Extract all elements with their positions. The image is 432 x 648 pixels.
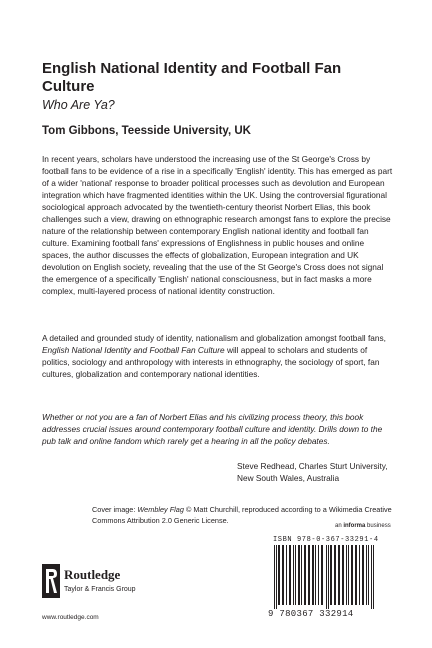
attribution-line-2: New South Wales, Australia (237, 473, 340, 483)
informa-prefix: an (335, 523, 344, 529)
barcode-bar (312, 545, 314, 605)
endorsement-attribution (237, 460, 397, 484)
barcode-bar (304, 545, 306, 605)
barcode-bar (315, 545, 316, 605)
barcode-bar (295, 545, 296, 605)
attribution-line-1: Steve Redhead, Charles Sturt University, (237, 461, 388, 471)
barcode-bar (362, 545, 364, 605)
routledge-r-icon (42, 564, 60, 598)
barcode-bar (286, 545, 287, 605)
barcode (268, 545, 396, 609)
barcode-bar (351, 545, 353, 605)
barcode-bar (371, 545, 372, 609)
barcode-bar (348, 545, 349, 605)
informa-brand: informa (343, 523, 366, 529)
barcode-bar (338, 545, 340, 605)
paragraph-2-before: A detailed and grounded study of identity, nationalism and globalization amongst football fans, (42, 333, 386, 343)
barcode-bar (318, 545, 319, 605)
description-paragraph-1: In recent years, scholars have understood the increasing use of the St George's Cross by football fans to be evidence of a rise in a specifically 'English' identity. This has emerged as part of a wider 'national' response to broader political processes such as devolution and European integration which have fragmented identities within the UK. Using the controversial figurational sociological approach advocated by the twentieth-century theorist Norbert Elias, this book challenges such a view, drawing on ethnographic research amongst fans to explore the precise nature of the relationship between contemporary English national identity and football fan culture. Examining football fans' expressions of Englishness in public houses and online spaces, the author discusses the effects of globalization, European integration and UK devolution on English society, revealing that the use of the St George's Cross does not signal the emergence of a specifically 'English' national consciousness, but in fact masks a more complex, multi-layered process of national identity construction. (42, 154, 393, 296)
publisher-group: Taylor & Francis Group (64, 586, 136, 593)
endorsement-quote: Whether or not you are a fan of Norbert Elias and his civilizing process theory, this book addresses crucial issues around contemporary football culture and identity. Drills down to the pub talk and online fandom which rarely get a hearing in all the policy debates. (42, 412, 383, 446)
barcode-bar (334, 545, 336, 605)
informa-business-mark (335, 523, 391, 529)
cover-credit-title: Wembley Flag (137, 505, 184, 514)
book-title: English National Identity and Football Fan Culture (42, 60, 342, 95)
barcode-bar (293, 545, 294, 605)
book-author: Tom Gibbons, Teesside University, UK (42, 125, 251, 137)
barcode-bar (278, 545, 280, 605)
publisher-website[interactable]: www.routledge.com (42, 614, 99, 621)
barcode-bar (326, 545, 327, 609)
informa-suffix: business (365, 523, 391, 529)
barcode-bar (328, 545, 329, 609)
barcode-bar (346, 545, 347, 605)
barcode-bar (308, 545, 310, 605)
book-subtitle: Who Are Ya? (42, 98, 115, 112)
barcode-bar (276, 545, 277, 609)
paragraph-2-book-title: English National Identity and Football Fan Culture (42, 345, 225, 355)
barcode-bar (298, 545, 300, 605)
barcode-bar (342, 545, 344, 605)
barcode-bar (301, 545, 302, 605)
barcode-bar (282, 545, 284, 605)
cover-credit-label: Cover image: (92, 505, 138, 514)
barcode-bar (359, 545, 360, 605)
isbn-label: ISBN 978-0-367-33291-4 (273, 536, 379, 544)
barcode-bar (330, 545, 332, 605)
barcode-bar (355, 545, 357, 605)
barcode-bar (373, 545, 374, 609)
barcode-bar (321, 545, 323, 605)
barcode-bar (368, 545, 369, 605)
paragraph-2-after: will appeal to scholars and students of politics, sociology and anthropology with interests in ethnography, the sociology of sport, fan cultures, globalization and contemporary national identities. (42, 345, 380, 379)
barcode-bar (274, 545, 275, 609)
barcode-digits: 9 780367 332914 (268, 609, 354, 619)
barcode-bar (366, 545, 367, 605)
description-paragraph-2 (42, 332, 394, 380)
cover-credit-rest: © Matt Churchill, reproduced according to a Wikimedia Creative Commons Attribution 2.0 Generic License. (92, 505, 392, 525)
publisher-name: Routledge (64, 567, 121, 582)
publisher-logo (42, 564, 212, 604)
barcode-bar (289, 545, 291, 605)
